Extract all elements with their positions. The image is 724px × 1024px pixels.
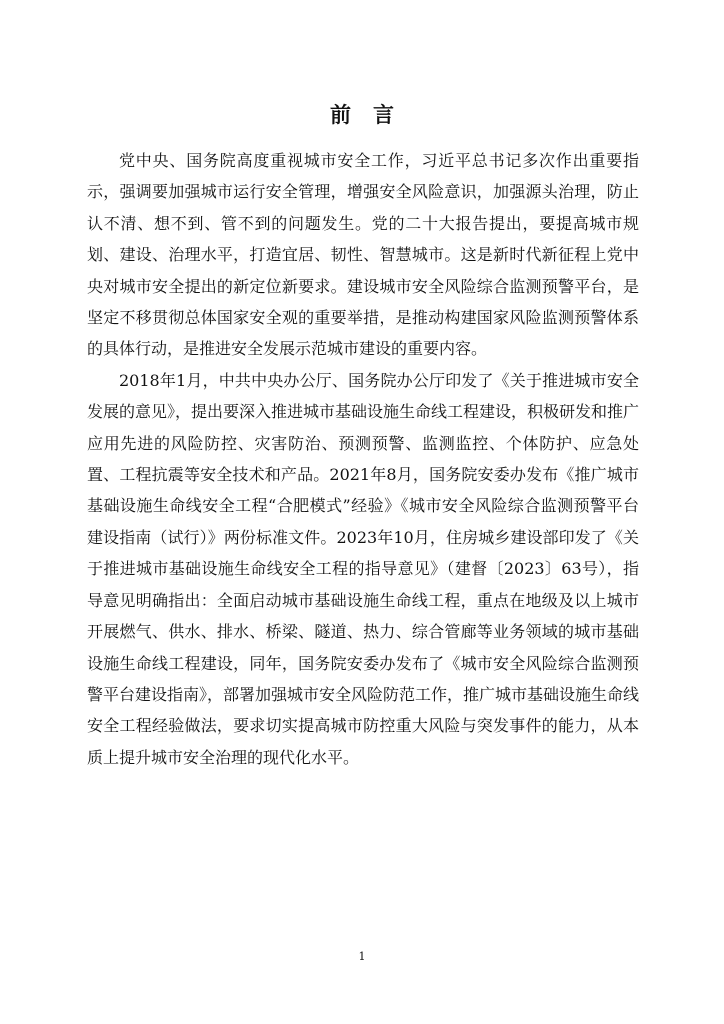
paragraph-1: 党中央、国务院高度重视城市安全工作，习近平总书记多次作出重要指示，强调要加强城市运行安全管理，增强安全风险意识，加强源头治理，防止认不清、想不到、管不到的问题发生。党的二十大报告提出，要提高城市规划、建设、治理水平，打造宜居、韧性、智慧城市。这是新时代新征程上党中央对城市安全提出的新定位新要求。建设城市安全风险综合监测预警平台，是坚定不移贯彻总体国家安全观的重要举措，是推动构建国家风险监测预警体系的具体行动，是推进安全发展示范城市建设的重要内容。 bbox=[87, 151, 639, 359]
page-number: 1 bbox=[358, 950, 366, 963]
page-title: 前言 bbox=[330, 102, 416, 127]
document-body bbox=[87, 145, 639, 773]
paragraph-2: 2018年1月，中共中央办公厅、国务院办公厅印发了《关于推进城市安全发展的意见》，提出要深入推进城市基础设施生命线工程建设，积极研发和推广应用先进的风险防控、灾害防治、预测预警、监测监控、个体防护、应急处置、工程抗震等安全技术和产品。2021年8月，国务院安委办发布《推广城市基础设施生命线安全工程“合肥模式”经验》《城市安全风险综合监测预警平台建设指南（试行）》两份标准文件。2023年10月，住房城乡建设部印发了《关于推进城市基础设施生命线安全工程的指导意见》（建督〔2023〕63号），指导意见明确指出：全面启动城市基础设施生命线工程，重点在地级及以上城市开展燃气、供水、排水、桥梁、隧道、热力、综合管廊等业务领域的城市基础设施生命线工程建设，同年，国务院安委办发布了《城市安全风险综合监测预警平台建设指南》，部署加强城市安全风险防范工作，推广城市基础设施生命线安全工程经验做法，要求切实提高城市防控重大风险与突发事件的能力，从本质上提升城市安全治理的现代化水平。 bbox=[87, 370, 640, 767]
